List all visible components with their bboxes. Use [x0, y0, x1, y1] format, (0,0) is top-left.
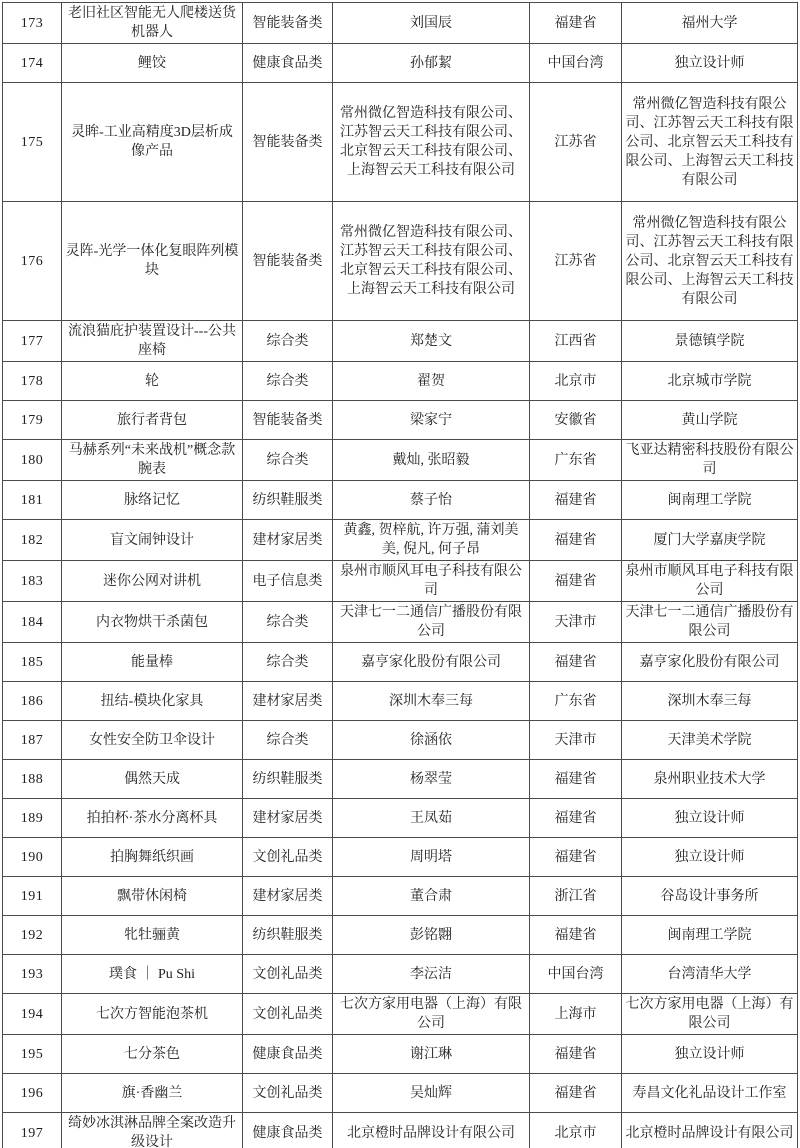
- cell-province: 福建省: [530, 520, 622, 561]
- cell-work-name: 马赫系列“未来战机”概念款腕表: [62, 440, 243, 481]
- cell-institution: 闽南理工学院: [622, 916, 798, 955]
- cell-serial-number: 174: [3, 44, 62, 83]
- cell-serial-number: 185: [3, 643, 62, 682]
- cell-category: 纺织鞋服类: [243, 916, 333, 955]
- cell-designer: 董合肃: [333, 877, 530, 916]
- table-row: [3, 44, 798, 83]
- cell-work-name: 鲤饺: [62, 44, 243, 83]
- cell-institution: 七次方家用电器（上海）有限公司: [622, 994, 798, 1035]
- cell-institution: 景德镇学院: [622, 321, 798, 362]
- cell-institution: 北京橙时品牌设计有限公司: [622, 1113, 798, 1148]
- cell-designer: 彭铭翾: [333, 916, 530, 955]
- cell-designer: 刘国辰: [333, 3, 530, 44]
- cell-institution: 厦门大学嘉庚学院: [622, 520, 798, 561]
- cell-category: 文创礼品类: [243, 1074, 333, 1113]
- cell-category: 综合类: [243, 440, 333, 481]
- cell-category: 健康食品类: [243, 44, 333, 83]
- cell-category: 综合类: [243, 321, 333, 362]
- cell-category: 综合类: [243, 362, 333, 401]
- cell-work-name: 飘带休闲椅: [62, 877, 243, 916]
- table-row: [3, 838, 798, 877]
- cell-designer: 天津七一二通信广播股份有限公司: [333, 602, 530, 643]
- cell-institution: 独立设计师: [622, 799, 798, 838]
- cell-province: 福建省: [530, 481, 622, 520]
- table-row: [3, 877, 798, 916]
- cell-institution: 嘉亨家化股份有限公司: [622, 643, 798, 682]
- cell-institution: 深圳木奉三每: [622, 682, 798, 721]
- cell-designer: 李沄洁: [333, 955, 530, 994]
- cell-designer: 黄鑫, 贺梓航, 许万强, 蒲刘美美, 倪凡, 何子昂: [333, 520, 530, 561]
- table-row: [3, 202, 798, 321]
- table-row: [3, 520, 798, 561]
- cell-institution: 泉州职业技术大学: [622, 760, 798, 799]
- cell-province: 北京市: [530, 1113, 622, 1148]
- table-row: [3, 83, 798, 202]
- cell-work-name: 绮妙冰淇淋品牌全案改造升级设计: [62, 1113, 243, 1148]
- cell-category: 综合类: [243, 643, 333, 682]
- cell-province: 江苏省: [530, 202, 622, 321]
- cell-serial-number: 181: [3, 481, 62, 520]
- cell-serial-number: 178: [3, 362, 62, 401]
- cell-category: 智能装备类: [243, 83, 333, 202]
- cell-serial-number: 195: [3, 1035, 62, 1074]
- cell-province: 福建省: [530, 838, 622, 877]
- cell-province: 福建省: [530, 760, 622, 799]
- cell-serial-number: 180: [3, 440, 62, 481]
- cell-category: 建材家居类: [243, 520, 333, 561]
- cell-serial-number: 173: [3, 3, 62, 44]
- cell-designer: 常州微亿智造科技有限公司、江苏智云天工科技有限公司、北京智云天工科技有限公司、上海智云天工科技有限公司: [333, 202, 530, 321]
- cell-work-name: 流浪猫庇护装置设计---公共座椅: [62, 321, 243, 362]
- table-row: [3, 916, 798, 955]
- cell-category: 建材家居类: [243, 799, 333, 838]
- cell-institution: 常州微亿智造科技有限公司、江苏智云天工科技有限公司、北京智云天工科技有限公司、上海智云天工科技有限公司: [622, 202, 798, 321]
- cell-province: 北京市: [530, 362, 622, 401]
- cell-work-name: 能量棒: [62, 643, 243, 682]
- cell-designer: 谢江琳: [333, 1035, 530, 1074]
- cell-institution: 谷岛设计事务所: [622, 877, 798, 916]
- table-row: [3, 3, 798, 44]
- cell-province: 福建省: [530, 1035, 622, 1074]
- cell-institution: 独立设计师: [622, 1035, 798, 1074]
- cell-serial-number: 196: [3, 1074, 62, 1113]
- cell-work-name: 盲文闹钟设计: [62, 520, 243, 561]
- cell-province: 上海市: [530, 994, 622, 1035]
- cell-work-name: 七分茶色: [62, 1035, 243, 1074]
- cell-designer: 杨翠莹: [333, 760, 530, 799]
- cell-category: 综合类: [243, 721, 333, 760]
- cell-serial-number: 187: [3, 721, 62, 760]
- cell-province: 中国台湾: [530, 44, 622, 83]
- table-row: [3, 362, 798, 401]
- cell-institution: 台湾清华大学: [622, 955, 798, 994]
- cell-category: 文创礼品类: [243, 994, 333, 1035]
- cell-institution: 独立设计师: [622, 838, 798, 877]
- cell-work-name: 牝牡骊黄: [62, 916, 243, 955]
- cell-province: 安徽省: [530, 401, 622, 440]
- cell-designer: 深圳木奉三每: [333, 682, 530, 721]
- cell-province: 福建省: [530, 3, 622, 44]
- cell-serial-number: 193: [3, 955, 62, 994]
- cell-work-name: 旗·香幽兰: [62, 1074, 243, 1113]
- cell-province: 广东省: [530, 440, 622, 481]
- cell-designer: 周明塔: [333, 838, 530, 877]
- cell-province: 广东省: [530, 682, 622, 721]
- cell-province: 江西省: [530, 321, 622, 362]
- cell-work-name: 偶然天成: [62, 760, 243, 799]
- cell-work-name: 灵阵-光学一体化复眼阵列模块: [62, 202, 243, 321]
- table-row: [3, 401, 798, 440]
- cell-serial-number: 194: [3, 994, 62, 1035]
- cell-institution: 闽南理工学院: [622, 481, 798, 520]
- cell-province: 福建省: [530, 799, 622, 838]
- cell-category: 健康食品类: [243, 1113, 333, 1148]
- table-row: [3, 602, 798, 643]
- table-row: [3, 1035, 798, 1074]
- cell-serial-number: 177: [3, 321, 62, 362]
- cell-institution: 天津七一二通信广播股份有限公司: [622, 602, 798, 643]
- cell-serial-number: 184: [3, 602, 62, 643]
- cell-category: 综合类: [243, 602, 333, 643]
- cell-province: 福建省: [530, 561, 622, 602]
- table-row: [3, 955, 798, 994]
- cell-category: 文创礼品类: [243, 838, 333, 877]
- cell-work-name: 内衣物烘干杀菌包: [62, 602, 243, 643]
- cell-work-name: 脉络记忆: [62, 481, 243, 520]
- cell-category: 智能装备类: [243, 202, 333, 321]
- cell-serial-number: 175: [3, 83, 62, 202]
- cell-designer: 泉州市顺风耳电子科技有限公司: [333, 561, 530, 602]
- cell-category: 智能装备类: [243, 401, 333, 440]
- cell-province: 中国台湾: [530, 955, 622, 994]
- cell-work-name: 老旧社区智能无人爬楼送货机器人: [62, 3, 243, 44]
- table-row: [3, 561, 798, 602]
- cell-serial-number: 186: [3, 682, 62, 721]
- cell-province: 福建省: [530, 1074, 622, 1113]
- cell-serial-number: 176: [3, 202, 62, 321]
- cell-category: 健康食品类: [243, 1035, 333, 1074]
- cell-serial-number: 182: [3, 520, 62, 561]
- cell-work-name: 迷你公网对讲机: [62, 561, 243, 602]
- cell-designer: 郑楚文: [333, 321, 530, 362]
- cell-designer: 翟贺: [333, 362, 530, 401]
- table-row: [3, 760, 798, 799]
- cell-category: 建材家居类: [243, 877, 333, 916]
- cell-category: 智能装备类: [243, 3, 333, 44]
- cell-work-name: 女性安全防卫伞设计: [62, 721, 243, 760]
- cell-institution: 寿昌文化礼品设计工作室: [622, 1074, 798, 1113]
- cell-category: 建材家居类: [243, 682, 333, 721]
- cell-designer: 孙郁絜: [333, 44, 530, 83]
- table-row: [3, 1113, 798, 1148]
- cell-province: 福建省: [530, 916, 622, 955]
- cell-serial-number: 183: [3, 561, 62, 602]
- cell-designer: 蔡子怡: [333, 481, 530, 520]
- cell-serial-number: 197: [3, 1113, 62, 1148]
- table-row: [3, 799, 798, 838]
- table-row: [3, 643, 798, 682]
- cell-serial-number: 179: [3, 401, 62, 440]
- table-row: [3, 1074, 798, 1113]
- cell-institution: 飞亚达精密科技股份有限公司: [622, 440, 798, 481]
- cell-province: 浙江省: [530, 877, 622, 916]
- cell-designer: 七次方家用电器（上海）有限公司: [333, 994, 530, 1035]
- cell-designer: 梁家宁: [333, 401, 530, 440]
- cell-designer: 王凤茹: [333, 799, 530, 838]
- cell-work-name: 拍胸舞纸织画: [62, 838, 243, 877]
- cell-work-name: 扭结-模块化家具: [62, 682, 243, 721]
- cell-work-name: 拍拍杯·茶水分离杯具: [62, 799, 243, 838]
- cell-serial-number: 190: [3, 838, 62, 877]
- cell-institution: 天津美术学院: [622, 721, 798, 760]
- table-row: [3, 994, 798, 1035]
- cell-designer: 北京橙时品牌设计有限公司: [333, 1113, 530, 1148]
- table-row: [3, 721, 798, 760]
- cell-serial-number: 192: [3, 916, 62, 955]
- cell-designer: 徐涵依: [333, 721, 530, 760]
- cell-category: 文创礼品类: [243, 955, 333, 994]
- cell-designer: 戴灿, 张昭毅: [333, 440, 530, 481]
- cell-province: 天津市: [530, 602, 622, 643]
- cell-province: 天津市: [530, 721, 622, 760]
- cell-category: 纺织鞋服类: [243, 481, 333, 520]
- cell-institution: 北京城市学院: [622, 362, 798, 401]
- cell-work-name: 旅行者背包: [62, 401, 243, 440]
- table-row: [3, 481, 798, 520]
- table-row: [3, 440, 798, 481]
- cell-work-name: 璞食 ｜ Pu Shi: [62, 955, 243, 994]
- cell-province: 福建省: [530, 643, 622, 682]
- cell-category: 电子信息类: [243, 561, 333, 602]
- cell-institution: 独立设计师: [622, 44, 798, 83]
- cell-designer: 常州微亿智造科技有限公司、江苏智云天工科技有限公司、北京智云天工科技有限公司、上海智云天工科技有限公司: [333, 83, 530, 202]
- cell-work-name: 灵眸-工业高精度3D层析成像产品: [62, 83, 243, 202]
- cell-institution: 泉州市顺风耳电子科技有限公司: [622, 561, 798, 602]
- cell-institution: 黄山学院: [622, 401, 798, 440]
- cell-designer: 嘉亨家化股份有限公司: [333, 643, 530, 682]
- cell-province: 江苏省: [530, 83, 622, 202]
- entry-list-table: [2, 2, 798, 1148]
- cell-category: 纺织鞋服类: [243, 760, 333, 799]
- cell-serial-number: 191: [3, 877, 62, 916]
- cell-work-name: 轮: [62, 362, 243, 401]
- cell-institution: 福州大学: [622, 3, 798, 44]
- cell-work-name: 七次方智能泡茶机: [62, 994, 243, 1035]
- table-row: [3, 682, 798, 721]
- cell-serial-number: 189: [3, 799, 62, 838]
- cell-designer: 吴灿辉: [333, 1074, 530, 1113]
- table-row: [3, 321, 798, 362]
- cell-serial-number: 188: [3, 760, 62, 799]
- cell-institution: 常州微亿智造科技有限公司、江苏智云天工科技有限公司、北京智云天工科技有限公司、上海智云天工科技有限公司: [622, 83, 798, 202]
